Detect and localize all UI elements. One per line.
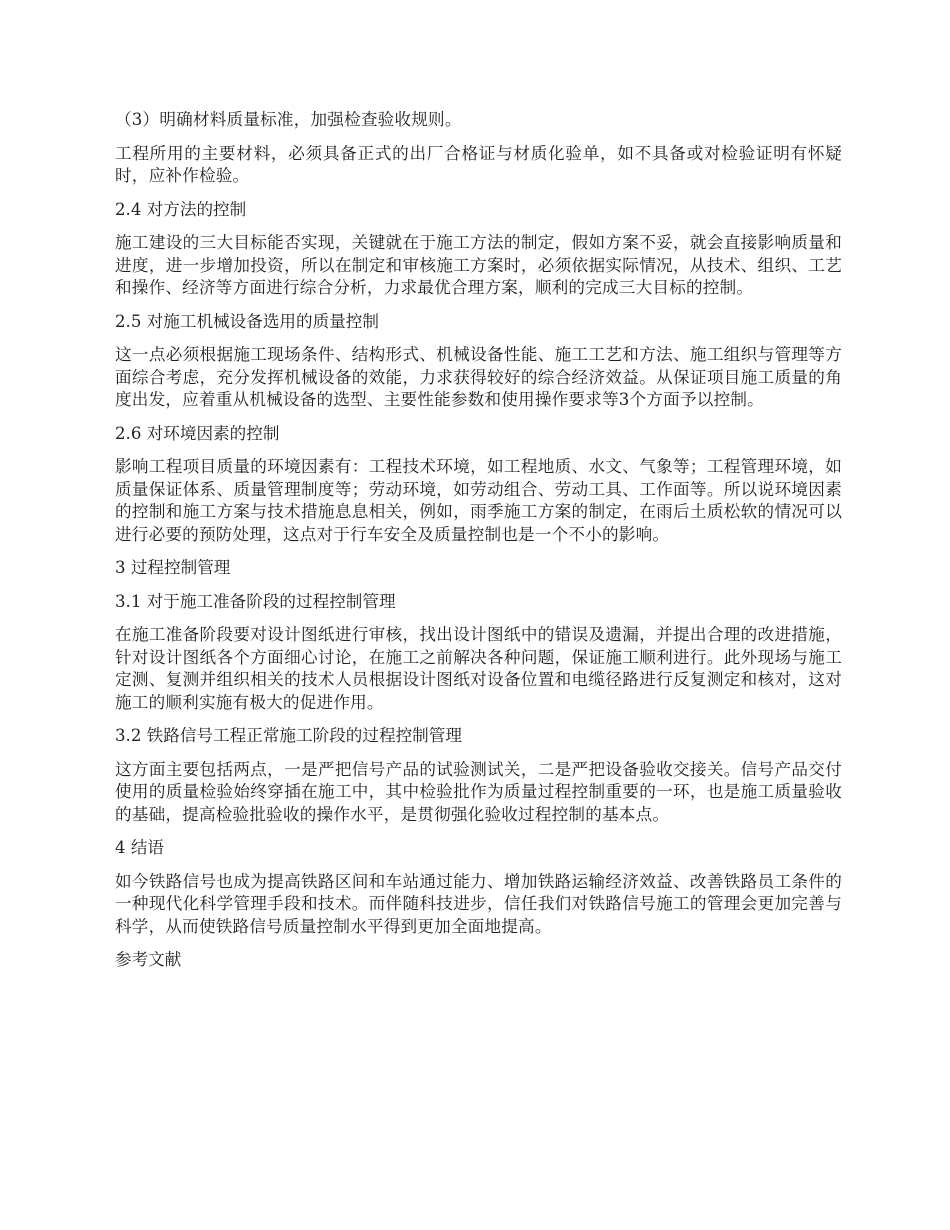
section-heading: 2.5 对施工机械设备选用的质量控制 bbox=[115, 311, 379, 331]
paragraph: 如今铁路信号也成为提高铁路区间和车站通过能力、增加铁路运输经济效益、改善铁路员工条件的一种现代化科学管理手段和技术。而伴随科技进步，信任我们对铁路信号施工的管理会更加完善与科学，从而使铁路信号质量控制水平得到更加全面地提高。 bbox=[115, 871, 842, 936]
section-heading: 3.1 对于施工准备阶段的过程控制管理 bbox=[115, 591, 396, 611]
section-heading: 4 结语 bbox=[115, 838, 165, 857]
references-heading: 参考文献 bbox=[115, 950, 182, 969]
paragraph: 这一点必须根据施工现场条件、结构形式、机械设备性能、施工工艺和方法、施工组织与管理等方面综合考虑，充分发挥机械设备的效能，力求获得较好的综合经济效益。从保证项目施工质量的角度出发，应着重从机械设备的选型、主要性能参数和使用操作要求等3个方面予以控制。 bbox=[115, 345, 842, 409]
section-heading: 2.4 对方法的控制 bbox=[115, 199, 247, 219]
paragraph: （3）明确材料质量标准，加强检查验收规则。 bbox=[115, 110, 462, 129]
section-heading: 2.6 对环境因素的控制 bbox=[115, 423, 280, 443]
paragraph: 这方面主要包括两点，一是严把信号产品的试验测试关，二是严把设备验收交接关。信号产品交付使用的质量检验始终穿插在施工中，其中检验批作为质量过程控制重要的一环，也是施工质量验收的基础，提高检验批验收的操作水平，是贯彻强化验收过程控制的基本点。 bbox=[115, 759, 842, 824]
paragraph: 在施工准备阶段要对设计图纸进行审核，找出设计图纸中的错误及遗漏，并提出合理的改进措施，针对设计图纸各个方面细心讨论，在施工之前解决各种问题，保证施工顺利进行。此外现场与施工定测、复测并组织相关的技术人员根据设计图纸对设备位置和电缆径路进行反复测定和核对，这对施工的顺利实施有极大的促进作用。 bbox=[115, 625, 842, 712]
paragraph: 施工建设的三大目标能否实现，关键就在于施工方法的制定，假如方案不妥，就会直接影响质量和进度，进一步增加投资，所以在制定和审核施工方案时，必须依据实际情况，从技术、组织、工艺和操作、经济等方面进行综合分析，力求最优合理方案，顺利的完成三大目标的控制。 bbox=[115, 233, 842, 297]
paragraph: 影响工程项目质量的环境因素有：工程技术环境，如工程地质、水文、气象等；工程管理环境，如质量保证体系、质量管理制度等；劳动环境，如劳动组合、劳动工具、工作面等。所以说环境因素的控制和施工方案与技术措施息息相关，例如，雨季施工方案的制定，在雨后土质松软的情况可以进行必要的预防处理，这点对于行车安全及质量控制也是一个不小的影响。 bbox=[115, 457, 842, 544]
section-heading: 3.2 铁路信号工程正常施工阶段的过程控制管理 bbox=[115, 726, 462, 745]
section-heading: 3 过程控制管理 bbox=[115, 558, 231, 577]
paragraph: 工程所用的主要材料，必须具备正式的出厂合格证与材质化验单，如不具备或对检验证明有怀疑时，应补作检验。 bbox=[115, 143, 842, 185]
document-page bbox=[115, 109, 842, 983]
